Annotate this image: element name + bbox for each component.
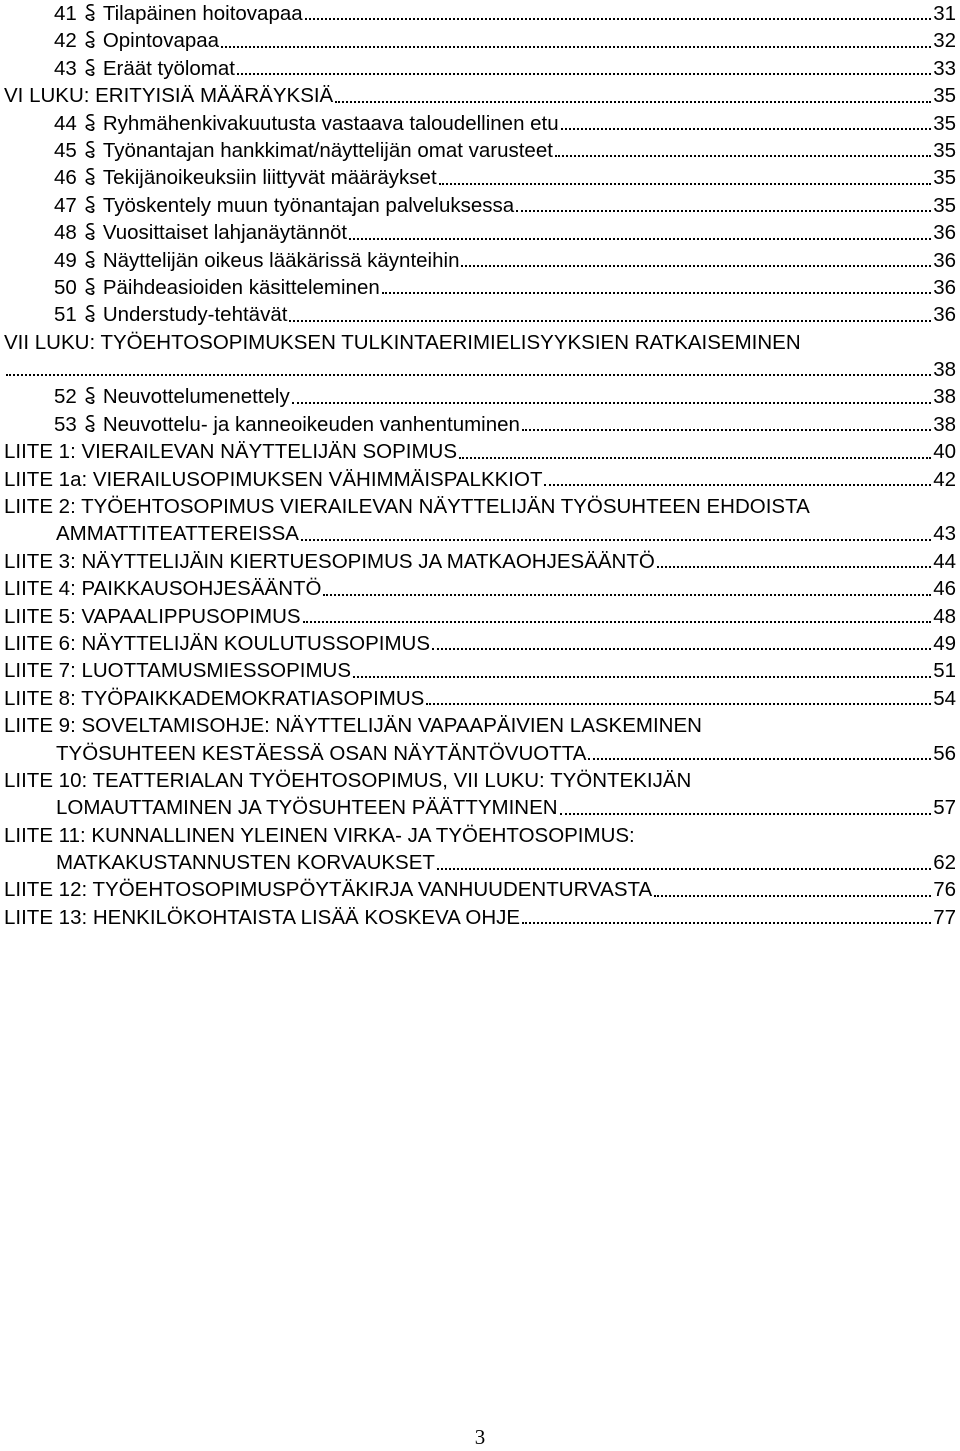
toc-entry (4, 383, 956, 410)
page-ref: 40 (933, 440, 956, 464)
dot-leader (461, 265, 931, 267)
heading-title: LIITE 3: NÄYTTELIJÄIN KIERTUESOPIMUS JA MATKAOHJESÄÄNTÖ (4, 549, 655, 573)
toc-entry (4, 82, 956, 109)
toc-entry (4, 247, 956, 274)
heading-title: LIITE 5: VAPAALIPPUSOPIMUS (4, 604, 301, 628)
toc-entry-label (54, 137, 553, 164)
dot-leader (237, 73, 931, 75)
heading-title: LIITE 11: KUNNALLINEN YLEINEN VIRKA- JA TYÖEHTOSOPIMUS: (4, 823, 635, 847)
dot-leader (657, 566, 931, 568)
toc-entry-label (54, 301, 287, 328)
toc-entry-label (54, 110, 559, 137)
heading-title: LIITE 9: SOVELTAMISOHJE: NÄYTTELIJÄN VAPAAPÄIVIEN LASKEMINEN (4, 714, 702, 738)
toc-entry-label (54, 274, 380, 301)
dot-leader (6, 374, 931, 376)
toc-entry (4, 603, 956, 630)
section-title: Näyttelijän oikeus lääkärissä käynteihin (102, 248, 460, 272)
page-ref: 35 (933, 84, 956, 108)
dot-leader (382, 292, 931, 294)
dot-leader (349, 238, 931, 240)
dot-leader (522, 922, 931, 924)
page-ref: 43 (933, 522, 956, 546)
section-title: Understudy-tehtävät (102, 303, 288, 327)
toc-entry (4, 493, 956, 520)
toc-entry (4, 192, 956, 219)
toc-entry (4, 630, 956, 657)
dot-leader (654, 895, 931, 897)
dot-leader (437, 868, 931, 870)
dot-leader (323, 594, 931, 596)
heading-title: LIITE 7: LUOTTAMUSMIESSOPIMUS (4, 659, 352, 683)
section-title: Ryhmähenkivakuutusta vastaava taloudellinen etu (102, 111, 559, 135)
toc-entry-continuation (4, 740, 956, 767)
heading-title-continued: MATKAKUSTANNUSTEN KORVAUKSET (56, 851, 435, 875)
section-sign-icon (77, 195, 103, 215)
section-sign-icon (77, 414, 103, 434)
dot-leader (301, 539, 931, 541)
toc-entry (4, 466, 956, 493)
dot-leader (560, 813, 932, 815)
toc-entry-continuation (4, 794, 956, 821)
dot-leader (221, 46, 931, 48)
page-number: 3 (474, 1425, 486, 1449)
heading-title: VI LUKU: ERITYISIÄ MÄÄRÄYKSIÄ (4, 84, 334, 108)
heading-title: VII LUKU: TYÖEHTOSOPIMUKSEN TULKINTAERIMIELISYYKSIEN RATKAISEMINEN (4, 330, 801, 354)
toc-entry (4, 548, 956, 575)
page-ref: 42 (933, 467, 956, 491)
heading-title-continued: AMMATTITEATTEREISSA (56, 522, 299, 546)
section-number: 42 (54, 29, 77, 53)
dot-leader (353, 676, 931, 678)
page-ref: 35 (933, 138, 956, 162)
dot-leader (305, 18, 932, 20)
heading-title: LIITE 6: NÄYTTELIJÄN KOULUTUSSOPIMUS (4, 631, 431, 655)
page-ref: 36 (933, 275, 956, 299)
heading-title: LIITE 2: TYÖEHTOSOPIMUS VIERAILEVAN NÄYTTELIJÄN TYÖSUHTEEN EHDOISTA (4, 495, 810, 519)
toc-entry (4, 685, 956, 712)
toc-entry-continuation (4, 849, 956, 876)
dot-leader (303, 621, 932, 623)
dot-leader (561, 128, 932, 130)
dot-leader (516, 210, 931, 212)
section-title: Neuvottelu- ja kanneoikeuden vanhentuminen (102, 412, 520, 436)
toc-entry-label (54, 0, 303, 27)
page-ref: 57 (933, 796, 956, 820)
section-number: 41 (54, 1, 77, 25)
section-number: 52 (54, 385, 77, 409)
page-ref: 35 (933, 193, 956, 217)
page-ref: 46 (933, 577, 956, 601)
section-sign-icon (77, 113, 103, 133)
section-sign-icon (77, 140, 103, 160)
table-of-contents (4, 0, 956, 931)
toc-entry-continuation (4, 356, 956, 383)
section-number: 43 (54, 56, 77, 80)
toc-entry (4, 274, 956, 301)
heading-title-continued: TYÖSUHTEEN KESTÄESSÄ OSAN NÄYTÄNTÖVUOTTA (56, 741, 587, 765)
page-ref: 44 (933, 549, 956, 573)
dot-leader (426, 703, 931, 705)
page-ref: 36 (933, 303, 956, 327)
toc-entry (4, 301, 956, 328)
toc-entry (4, 767, 956, 794)
toc-entry (4, 110, 956, 137)
dot-leader (292, 402, 931, 404)
page-ref: 32 (933, 29, 956, 53)
toc-entry-label (54, 192, 514, 219)
section-number: 45 (54, 138, 77, 162)
dot-leader (289, 320, 931, 322)
toc-entry (4, 575, 956, 602)
section-number: 44 (54, 111, 77, 135)
section-title: Vuosittaiset lahjanäytännöt (102, 221, 348, 245)
section-sign-icon (77, 3, 103, 23)
section-number: 51 (54, 303, 77, 327)
section-title: Tekijänoikeuksiin liittyvät määräykset (102, 166, 437, 190)
page-ref: 76 (933, 878, 956, 902)
page-ref: 31 (933, 1, 956, 25)
page-ref: 38 (933, 412, 956, 436)
heading-title: LIITE 1a: VIERAILUSOPIMUKSEN VÄHIMMÄISPALKKIOT (4, 467, 543, 491)
page-ref: 36 (933, 221, 956, 245)
section-title: Neuvottelumenettely (102, 385, 290, 409)
page-ref: 35 (933, 166, 956, 190)
toc-entry (4, 822, 956, 849)
heading-title: LIITE 12: TYÖEHTOSOPIMUSPÖYTÄKIRJA VANHUUDENTURVASTA (4, 878, 653, 902)
dot-leader (335, 101, 931, 103)
toc-entry (4, 164, 956, 191)
section-title: Työnantajan hankkimat/näyttelijän omat varusteet (102, 138, 553, 162)
dot-leader (439, 183, 932, 185)
section-title: Opintovapaa (102, 29, 220, 53)
section-number: 53 (54, 412, 77, 436)
heading-title: LIITE 4: PAIKKAUSOHJESÄÄNTÖ (4, 577, 322, 601)
section-number: 46 (54, 166, 77, 190)
toc-entry (4, 411, 956, 438)
toc-entry-label (54, 55, 235, 82)
page-ref: 49 (933, 631, 956, 655)
section-sign-icon (77, 167, 103, 187)
section-number: 48 (54, 221, 77, 245)
dot-leader (522, 429, 931, 431)
dot-leader (555, 155, 931, 157)
page-ref: 38 (933, 358, 956, 382)
section-number: 47 (54, 193, 77, 217)
heading-title: LIITE 13: HENKILÖKOHTAISTA LISÄÄ KOSKEVA OHJE (4, 905, 521, 929)
toc-entry (4, 219, 956, 246)
page-ref: 56 (933, 741, 956, 765)
dot-leader (459, 457, 931, 459)
toc-entry (4, 877, 956, 904)
toc-entry (4, 712, 956, 739)
page-ref: 35 (933, 111, 956, 135)
section-sign-icon (77, 277, 103, 297)
section-number: 50 (54, 275, 77, 299)
page-ref: 54 (933, 686, 956, 710)
section-sign-icon (77, 58, 103, 78)
section-sign-icon (77, 304, 103, 324)
section-title: Päihdeasioiden käsitteleminen (102, 275, 380, 299)
page-ref: 51 (933, 659, 956, 683)
page-ref: 38 (933, 385, 956, 409)
heading-title-continued: LOMAUTTAMINEN JA TYÖSUHTEEN PÄÄTTYMINEN (56, 796, 558, 820)
page-ref: 48 (933, 604, 956, 628)
toc-entry-label (54, 247, 459, 274)
section-sign-icon (77, 30, 103, 50)
dot-leader (432, 648, 931, 650)
toc-entry-label (54, 219, 347, 246)
toc-entry (4, 329, 956, 356)
heading-title: LIITE 1: VIERAILEVAN NÄYTTELIJÄN SOPIMUS (4, 440, 458, 464)
toc-entry-label (54, 411, 520, 438)
section-number: 49 (54, 248, 77, 272)
toc-entry-label (54, 27, 219, 54)
page-ref: 33 (933, 56, 956, 80)
toc-entry (4, 137, 956, 164)
section-title: Tilapäinen hoitovapaa (102, 1, 303, 25)
page-ref: 77 (933, 905, 956, 929)
heading-title: LIITE 10: TEATTERIALAN TYÖEHTOSOPIMUS, VII LUKU: TYÖNTEKIJÄN (4, 768, 692, 792)
toc-entry-continuation (4, 520, 956, 547)
toc-entry (4, 657, 956, 684)
toc-entry (4, 904, 956, 931)
section-title: Työskentely muun työnantajan palveluksessa (102, 193, 515, 217)
page-ref: 62 (933, 851, 956, 875)
heading-title: LIITE 8: TYÖPAIKKADEMOKRATIASOPIMUS (4, 686, 425, 710)
section-title: Eräät työlomat (102, 56, 235, 80)
toc-entry (4, 438, 956, 465)
dot-leader (544, 484, 931, 486)
toc-entry-label (54, 383, 290, 410)
toc-entry (4, 0, 956, 27)
toc-entry-label (54, 164, 437, 191)
dot-leader (588, 758, 931, 760)
section-sign-icon (77, 250, 103, 270)
toc-entry (4, 27, 956, 54)
section-sign-icon (77, 386, 103, 406)
toc-entry (4, 55, 956, 82)
section-sign-icon (77, 222, 103, 242)
page-ref: 36 (933, 248, 956, 272)
